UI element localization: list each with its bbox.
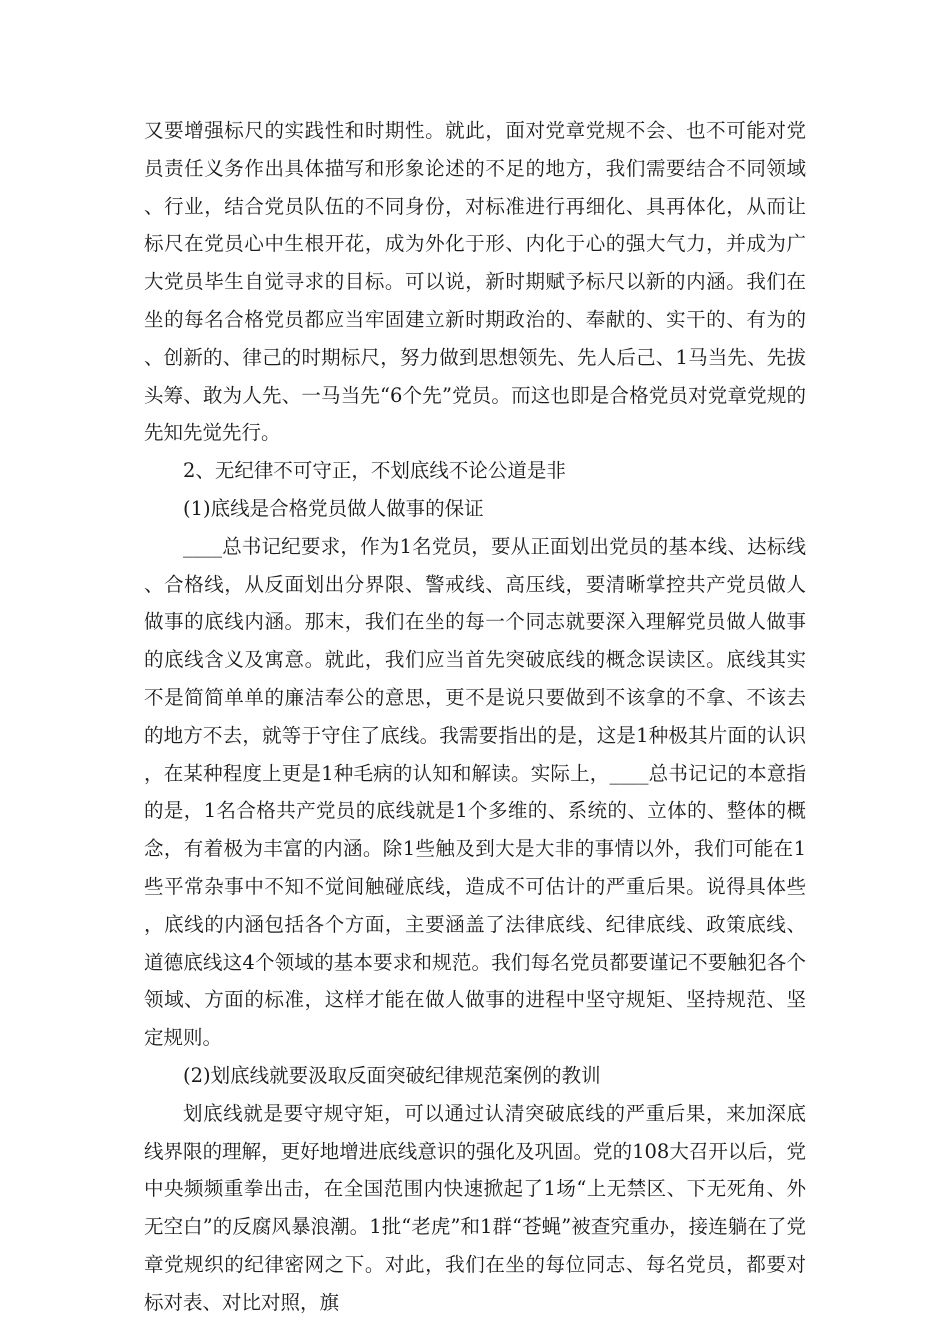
body-paragraph: 又要增强标尺的实践性和时期性。就此，面对党章党规不会、也不可能对党员责任义务作出具体描写和形象论述的不足的地方，我们需要结合不同领域、行业，结合党员队伍的不同身份，对标准进行再细化、具再体化，从而让标尺在党员心中生根开花，成为外化于形、内化于心的强大气力，并成为广大党员毕生自觉寻求的目标。可以说，新时期赋予标尺以新的内涵。我们在坐的每名合格党员都应当牢固建立新时期政治的、奉献的、实干的、有为的、创新的、律己的时期标尺，努力做到思想领先、先人后己、1马当先、先拔头筹、敢为人先、一马当先“6个先”党员。而这也即是合格党员对党章党规的先知先觉先行。 (144, 119, 806, 445)
body-paragraph: 划底线就是要守规守矩，可以通过认清突破底线的严重后果，来加深底线界限的理解，更好地增进底线意识的强化及巩固。党的108大召开以后，党中央频频重拳出击，在全国范围内快速掀起了1场“上无禁区、下无死角、外无空白”的反腐风暴浪潮。1批“老虎”和1群“苍蝇”被查究重办，接连躺在了党章党规织的纪律密网之下。对此，我们在坐的每位同志、每名党员，都要对标对表、对比对照，旗 (144, 1101, 806, 1314)
subsection-heading: (2)划底线就要汲取反面突破纪律规范案例的教训 (183, 1063, 601, 1087)
section-heading: 2、无纪律不可守正，不划底线不论公道是非 (183, 459, 566, 483)
body-paragraph: ____总书记纪要求，作为1名党员，要从正面划出党员的基本线、达标线、合格线，从反面划出分界限、警戒线、高压线，要清晰掌控共产党员做人做事的底线内涵。那末，我们在坐的每一个同志就要深入理解党员做人做事的底线含义及寓意。就此，我们应当首先突破底线的概念误读区。底线其实不是简简单单的廉洁奉公的意思，更不是说只要做到不该拿的不拿、不该去的地方不去，就等于守住了底线。我需要指出的是，这是1种极其片面的认识，在某种程度上更是1种毛病的认知和解读。实际上，____总书记记的本意指的是，1名合格共产党员的底线就是1个多维的、系统的、立体的、整体的概念，有着极为丰富的内涵。除1些触及到大是大非的事情以外，我们可能在1些平常杂事中不知不觉间触碰底线，造成不可估计的严重后果。说得具体些，底线的内涵包括各个方面，主要涵盖了法律底线、纪律底线、政策底线、道德底线这4个领域的基本要求和规范。我们每名党员都要谨记不要触犯各个领域、方面的标准，这样才能在做人做事的进程中坚守规矩、坚持规范、坚定规则。 (144, 534, 806, 1050)
document-body (144, 112, 806, 1322)
subsection-heading: (1)底线是合格党员做人做事的保证 (183, 496, 484, 520)
